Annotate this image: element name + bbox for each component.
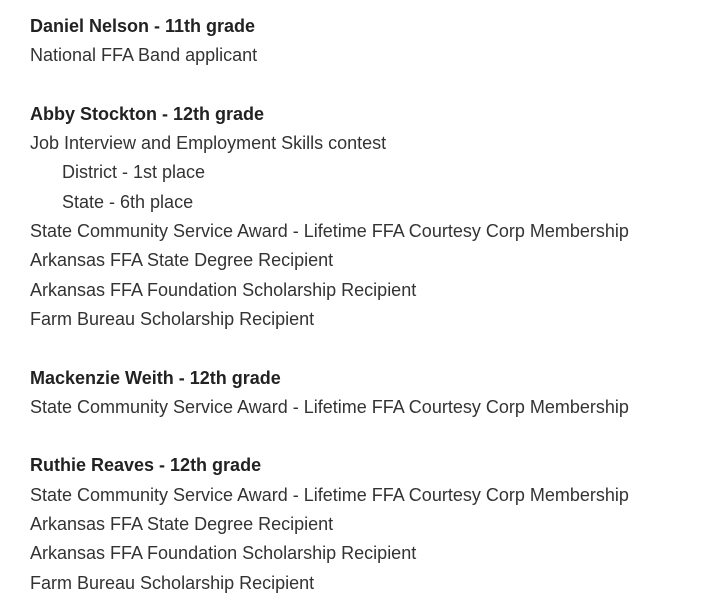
student-entry (30, 451, 710, 597)
student-entry (30, 100, 710, 334)
achievement-line: National FFA Band applicant (30, 45, 258, 66)
achievement-sub-line: District - 1st place (62, 162, 206, 183)
student-achievements-list (30, 12, 710, 598)
achievement-sub-line: State - 6th place (62, 191, 194, 212)
achievement-line: State Community Service Award - Lifetime FFA Courtesy Corp Membership (30, 221, 629, 242)
achievement-line: Farm Bureau Scholarship Recipient (30, 572, 315, 593)
achievement-line: Job Interview and Employment Skills contest (30, 133, 387, 154)
student-entry (30, 12, 710, 71)
student-heading: Mackenzie Weith - 12th grade (30, 367, 281, 388)
achievement-line: Arkansas FFA State Degree Recipient (30, 250, 334, 271)
student-heading: Abby Stockton - 12th grade (30, 103, 265, 124)
student-entry (30, 364, 710, 423)
student-heading: Ruthie Reaves - 12th grade (30, 455, 262, 476)
achievement-line: State Community Service Award - Lifetime FFA Courtesy Corp Membership (30, 484, 629, 505)
achievement-line: Arkansas FFA Foundation Scholarship Recipient (30, 279, 417, 300)
achievement-line: State Community Service Award - Lifetime FFA Courtesy Corp Membership (30, 396, 629, 417)
student-heading: Daniel Nelson - 11th grade (30, 16, 256, 36)
achievement-line: Farm Bureau Scholarship Recipient (30, 308, 315, 329)
achievement-line: Arkansas FFA State Degree Recipient (30, 514, 334, 535)
achievement-line: Arkansas FFA Foundation Scholarship Recipient (30, 543, 417, 564)
